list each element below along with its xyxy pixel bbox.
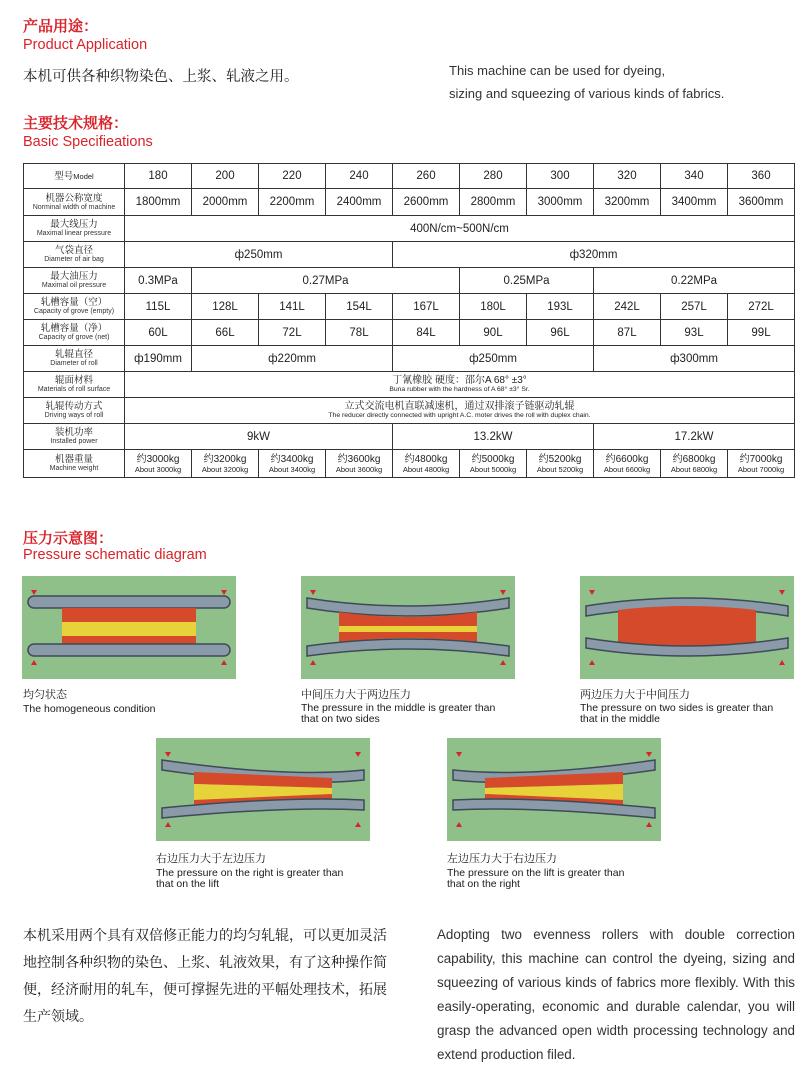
row-model bbox=[24, 164, 795, 189]
row-linear bbox=[24, 216, 795, 242]
width-cell: 2600mm bbox=[393, 189, 460, 216]
width-cell: 2200mm bbox=[259, 189, 326, 216]
model-cell: 300 bbox=[527, 164, 594, 189]
row-airbag bbox=[24, 242, 795, 268]
weight-cell: 约7000kg About 7000kg bbox=[728, 450, 795, 478]
application-text-cn: 本机可供各种织物染色、上浆、轧液之用。 bbox=[23, 69, 299, 85]
specs-heading-cn: 主要技术规格： bbox=[23, 114, 129, 132]
model-cell: 200 bbox=[192, 164, 259, 189]
diagram-3-caption-en-2: that in the middle bbox=[580, 713, 660, 725]
roll-value: ф190mm bbox=[125, 346, 192, 372]
width-cell: 3600mm bbox=[728, 189, 795, 216]
model-label: 型号Model bbox=[24, 164, 125, 189]
width-cell: 2000mm bbox=[192, 189, 259, 216]
roll-value: ф300mm bbox=[594, 346, 795, 372]
net-cell: 87L bbox=[594, 320, 661, 346]
drive-label: 轧辊传动方式 Driving ways of roll bbox=[24, 398, 125, 424]
empty-cell: 141L bbox=[259, 294, 326, 320]
airbag-value-2: ф320mm bbox=[393, 242, 795, 268]
power-value: 17.2kW bbox=[594, 424, 795, 450]
row-roll bbox=[24, 346, 795, 372]
empty-cell: 128L bbox=[192, 294, 259, 320]
empty-cell: 242L bbox=[594, 294, 661, 320]
oil-value: 0.3MPa bbox=[125, 268, 192, 294]
application-heading-en: Product Application bbox=[23, 37, 148, 53]
diagram-2-caption-en-1: The pressure in the middle is greater than bbox=[301, 702, 496, 714]
net-label: 轧槽容量（净） Capacity of grove (net) bbox=[24, 320, 125, 346]
weight-cell: 约3000kg About 3000kg bbox=[125, 450, 192, 478]
oil-label: 最大油压力 Maximal oil pressure bbox=[24, 268, 125, 294]
empty-label: 轧槽容量（空） Capacity of grove (empty) bbox=[24, 294, 125, 320]
weight-cell: 约5000kg About 5000kg bbox=[460, 450, 527, 478]
width-label: 机器公称宽度 Norminal width of machine bbox=[24, 189, 125, 216]
net-cell: 96L bbox=[527, 320, 594, 346]
empty-cell: 257L bbox=[661, 294, 728, 320]
row-oil bbox=[24, 268, 795, 294]
application-text-en-1: This machine can be used for dyeing, bbox=[449, 63, 666, 78]
net-cell: 60L bbox=[125, 320, 192, 346]
row-material bbox=[24, 372, 795, 398]
pressure-heading-en: Pressure schematic diagram bbox=[23, 547, 207, 563]
specs-heading-en: Basic Specifieations bbox=[23, 134, 153, 150]
model-cell: 320 bbox=[594, 164, 661, 189]
model-cell: 280 bbox=[460, 164, 527, 189]
model-cell: 340 bbox=[661, 164, 728, 189]
row-empty bbox=[24, 294, 795, 320]
oil-value: 0.22MPa bbox=[594, 268, 795, 294]
oil-value: 0.25MPa bbox=[460, 268, 594, 294]
diagram-4-caption-en-2: that on the lift bbox=[156, 878, 220, 890]
application-heading-cn: 产品用途： bbox=[23, 17, 99, 35]
drive-value: 立式交流电机直联减速机，通过双排滚子链驱动轧辊 The reducer directly connected with upright A.C. moter drives the roll with duplex chain. bbox=[125, 398, 795, 424]
row-net bbox=[24, 320, 795, 346]
application-text-en-2: sizing and squeezing of various kinds of fabrics. bbox=[449, 86, 725, 101]
width-cell: 3200mm bbox=[594, 189, 661, 216]
linear-value: 400N/cm~500N/cm bbox=[125, 216, 795, 242]
airbag-value-1: ф250mm bbox=[125, 242, 393, 268]
empty-cell: 115L bbox=[125, 294, 192, 320]
diagram-2-caption-cn: 中间压力大于两边压力 bbox=[301, 688, 411, 701]
model-cell: 220 bbox=[259, 164, 326, 189]
net-cell: 78L bbox=[326, 320, 393, 346]
linear-label: 最大线压力 Maximal linear pressure bbox=[24, 216, 125, 242]
weight-cell: 约6600kg About 6600kg bbox=[594, 450, 661, 478]
empty-cell: 272L bbox=[728, 294, 795, 320]
diagram-left-greater bbox=[447, 738, 661, 841]
row-power bbox=[24, 424, 795, 450]
diagram-right-greater bbox=[156, 738, 370, 841]
empty-cell: 154L bbox=[326, 294, 393, 320]
model-cell: 260 bbox=[393, 164, 460, 189]
row-drive bbox=[24, 398, 795, 424]
diagram-1-caption-en: The homogeneous condition bbox=[23, 703, 156, 715]
weight-cell: 约5200kg About 5200kg bbox=[527, 450, 594, 478]
net-cell: 99L bbox=[728, 320, 795, 346]
diagram-1-caption-cn: 均匀状态 bbox=[23, 688, 67, 701]
net-cell: 66L bbox=[192, 320, 259, 346]
net-cell: 84L bbox=[393, 320, 460, 346]
diagram-3-caption-en-1: The pressure on two sides is greater than bbox=[580, 702, 774, 714]
power-label: 装机功率 Installed power bbox=[24, 424, 125, 450]
roll-value: ф250mm bbox=[393, 346, 594, 372]
model-cell: 240 bbox=[326, 164, 393, 189]
description-cn: 本机采用两个具有双倍修正能力的均匀轧辊，可以更加灵活地控制各种织物的染色、上浆、轧液效果，有了这种操作简便，经济耐用的轧车，便可撑握先进的平幅处理技术，拓展生产领域。 bbox=[23, 928, 387, 1025]
spec-table bbox=[23, 163, 795, 478]
row-width bbox=[24, 189, 795, 216]
width-cell: 3400mm bbox=[661, 189, 728, 216]
net-cell: 90L bbox=[460, 320, 527, 346]
weight-label: 机器重量 Machine weight bbox=[24, 450, 125, 478]
model-cell: 180 bbox=[125, 164, 192, 189]
width-cell: 2800mm bbox=[460, 189, 527, 216]
weight-cell: 约4800kg About 4800kg bbox=[393, 450, 460, 478]
description-en: Adopting two evenness rollers with double correction capability, this machine can control the dyeing, sizing and squeezing of various kinds of fabrics more flexibly. With this easily-operating, economic and durable calendar, you will grasp the advanced open width processing technology and extend production filed. bbox=[437, 927, 795, 1062]
pressure-heading-cn: 压力示意图： bbox=[23, 529, 114, 547]
width-cell: 1800mm bbox=[125, 189, 192, 216]
diagram-5-caption-en-2: that on the right bbox=[447, 878, 520, 890]
empty-cell: 193L bbox=[527, 294, 594, 320]
net-cell: 72L bbox=[259, 320, 326, 346]
material-value: 丁氰橡胶 硬度：邵尔A 68° ±3° Buna rubber with the hardness of A 68° ±3° Sr. bbox=[125, 372, 795, 398]
diagram-sides-greater bbox=[580, 576, 794, 679]
weight-cell: 约3400kg About 3400kg bbox=[259, 450, 326, 478]
diagram-4-caption-cn: 右边压力大于左边压力 bbox=[156, 852, 266, 865]
net-cell: 93L bbox=[661, 320, 728, 346]
diagram-middle-greater bbox=[301, 576, 515, 679]
diagram-2-caption-en-2: that on two sides bbox=[301, 713, 380, 725]
oil-value: 0.27MPa bbox=[192, 268, 460, 294]
width-cell: 3000mm bbox=[527, 189, 594, 216]
model-cell: 360 bbox=[728, 164, 795, 189]
weight-cell: 约6800kg About 6800kg bbox=[661, 450, 728, 478]
power-value: 13.2kW bbox=[393, 424, 594, 450]
weight-cell: 约3600kg About 3600kg bbox=[326, 450, 393, 478]
row-weight bbox=[24, 450, 795, 478]
material-label: 辊面材料 Materials of roll surface bbox=[24, 372, 125, 398]
weight-cell: 约3200kg About 3200kg bbox=[192, 450, 259, 478]
diagram-homogeneous bbox=[22, 576, 236, 679]
empty-cell: 180L bbox=[460, 294, 527, 320]
roll-label: 轧辊直径 Diameter of roll bbox=[24, 346, 125, 372]
roll-value: ф220mm bbox=[192, 346, 393, 372]
diagram-4-caption-en-1: The pressure on the right is greater than bbox=[156, 867, 344, 879]
airbag-label: 气袋直径 Diameter of air bag bbox=[24, 242, 125, 268]
diagram-5-caption-cn: 左边压力大于右边压力 bbox=[447, 852, 557, 865]
power-value: 9kW bbox=[125, 424, 393, 450]
width-cell: 2400mm bbox=[326, 189, 393, 216]
empty-cell: 167L bbox=[393, 294, 460, 320]
diagram-3-caption-cn: 两边压力大于中间压力 bbox=[580, 688, 690, 701]
diagram-5-caption-en-1: The pressure on the lift is greater than bbox=[447, 867, 625, 879]
